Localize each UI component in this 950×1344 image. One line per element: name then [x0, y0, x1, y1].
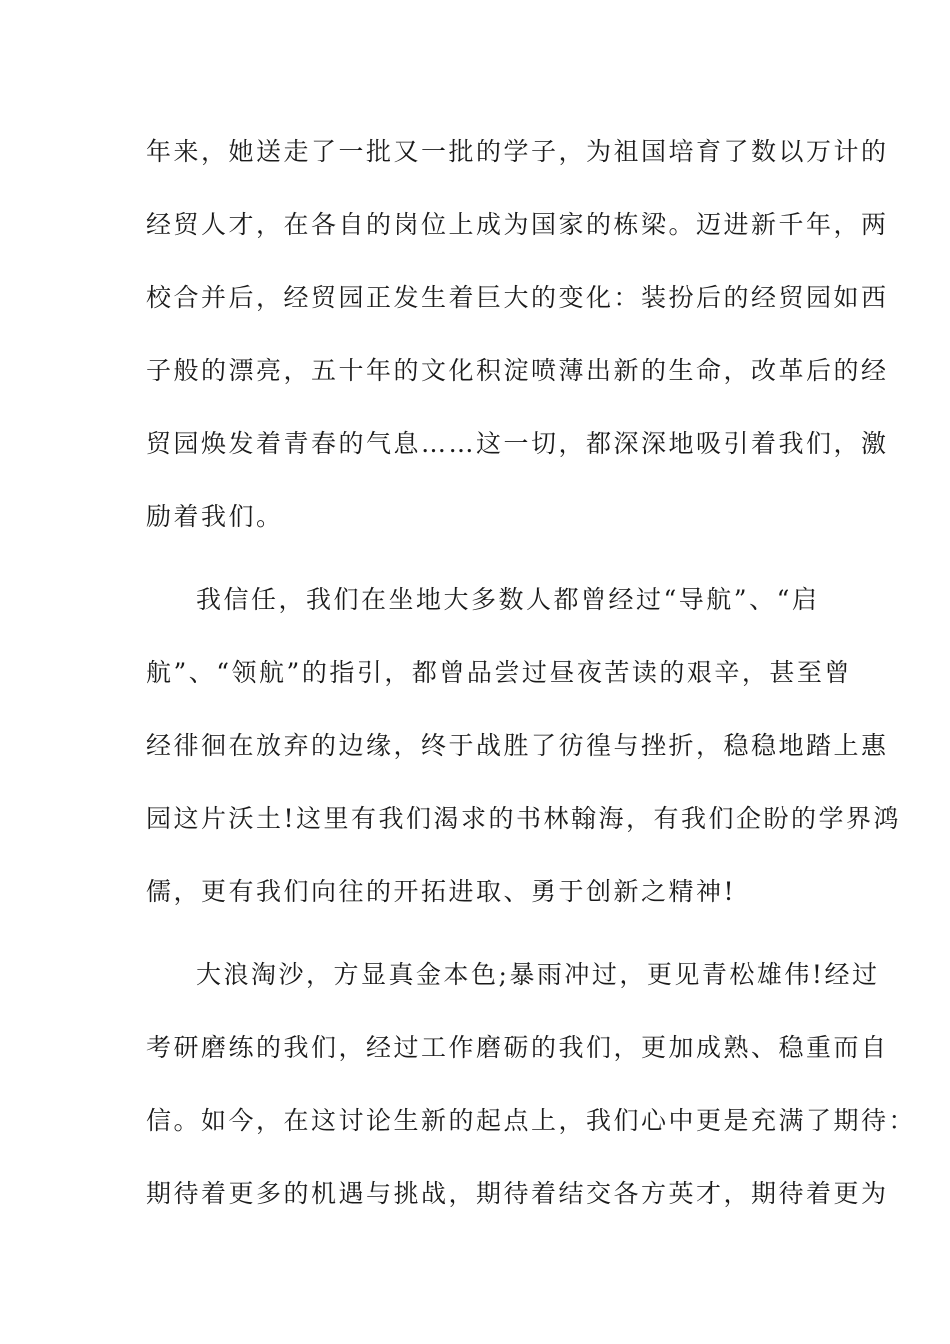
paragraph-1-line-4: 子般的漂亮，五十年的文化积淀喷薄出新的生命，改革后的经 [146, 356, 889, 385]
paragraph-3-line-1: 大浪淘沙，方显真金本色;暴雨冲过，更见青松雄伟!经过 [196, 960, 880, 989]
paragraph-2-line-3: 经徘徊在放弃的边缘，终于战胜了彷徨与挫折，稳稳地踏上惠 [146, 731, 889, 760]
paragraph-3-line-3: 信。如今，在这讨论生新的起点上，我们心中更是充满了期待： [146, 1106, 917, 1135]
paragraph-1-line-2: 经贸人才，在各自的岗位上成为国家的栋梁。迈进新千年，两 [146, 210, 889, 239]
paragraph-1-line-6: 励着我们。 [146, 502, 284, 531]
paragraph-3-line-2: 考研磨练的我们，经过工作磨砺的我们，更加成熟、稳重而自 [146, 1033, 889, 1062]
paragraph-2-line-5: 儒，更有我们向往的开拓进取、勇于创新之精神! [146, 877, 737, 906]
paragraph-2-line-4: 园这片沃土!这里有我们渴求的书林翰海，有我们企盼的学界鸿 [146, 804, 902, 833]
paragraph-2-line-2: 航”、“领航”的指引，都曾品尝过昼夜苦读的艰辛，甚至曾 [146, 658, 852, 687]
paragraph-3-line-4: 期待着更多的机遇与挑战，期待着结交各方英才，期待着更为 [146, 1179, 889, 1208]
paragraph-2-line-1: 我信任，我们在坐地大多数人都曾经过“导航”、“启 [196, 585, 820, 614]
paragraph-1-line-5: 贸园焕发着青春的气息……这一切，都深深地吸引着我们，激 [146, 429, 889, 458]
paragraph-1-line-1: 年来，她送走了一批又一批的学子，为祖国培育了数以万计的 [146, 137, 889, 166]
paragraph-1-line-3: 校合并后，经贸园正发生着巨大的变化：装扮后的经贸园如西 [146, 283, 889, 312]
